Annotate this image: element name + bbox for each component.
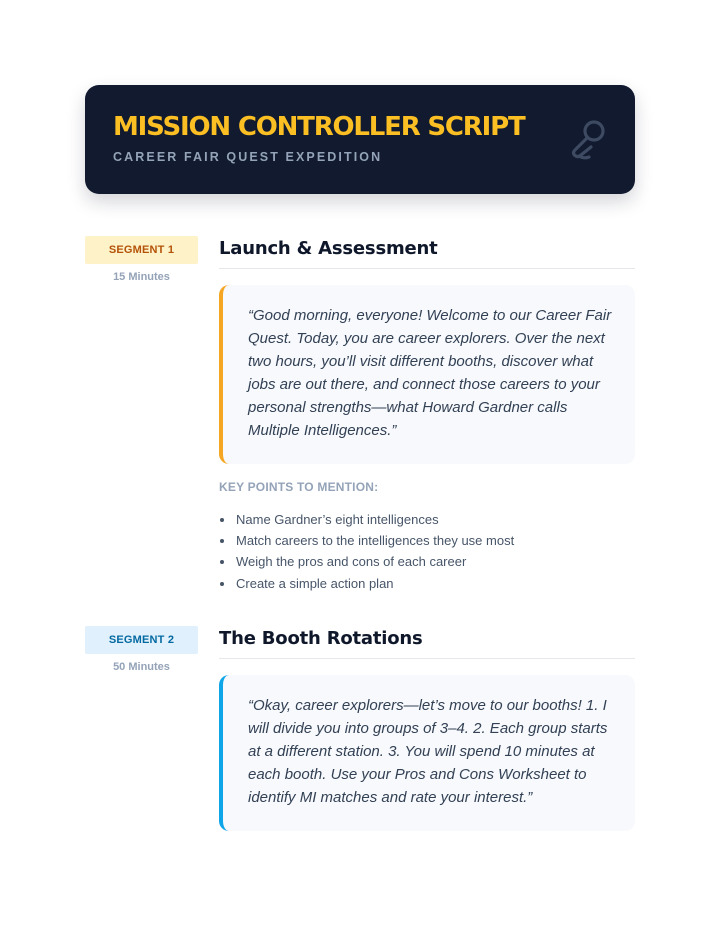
segment-2-duration: 50 Minutes: [113, 661, 170, 673]
segment-1-badge: SEGMENT 1: [85, 236, 198, 264]
list-item: Match careers to the intelligences they use most: [219, 530, 514, 551]
page-subtitle: CAREER FAIR QUEST EXPEDITION: [113, 150, 383, 164]
segment-1-title: Launch & Assessment: [219, 238, 635, 269]
list-item: Weigh the pros and cons of each career: [219, 551, 514, 572]
segment-2-script-quote: “Okay, career explorers—let’s move to our booths! 1. I will divide you into groups of 3–4. 2. Each group starts at a different station. 3. You will spend 10 minutes at each booth. Use your Pros and Cons Worksheet to identify MI matches and rate your interest.”: [219, 675, 635, 831]
page-title: MISSION CONTROLLER SCRIPT: [113, 112, 525, 142]
microphone-icon: [568, 118, 608, 162]
list-item: Create a simple action plan: [219, 573, 514, 594]
list-item: Name Gardner’s eight intelligences: [219, 509, 514, 530]
segment-2-title: The Booth Rotations: [219, 628, 635, 659]
script-header: [85, 85, 635, 194]
segment-2-badge: SEGMENT 2: [85, 626, 198, 654]
key-points-list: [219, 509, 514, 594]
key-points-heading: KEY POINTS TO MENTION:: [219, 480, 379, 494]
segment-1-duration: 15 Minutes: [113, 271, 170, 283]
segment-1-script-quote: “Good morning, everyone! Welcome to our Career Fair Quest. Today, you are career explorers. Over the next two hours, you’ll visit different booths, discover what jobs are out there, and connect those careers to your personal strengths—what Howard Gardner calls Multiple Intelligences.”: [219, 285, 635, 464]
